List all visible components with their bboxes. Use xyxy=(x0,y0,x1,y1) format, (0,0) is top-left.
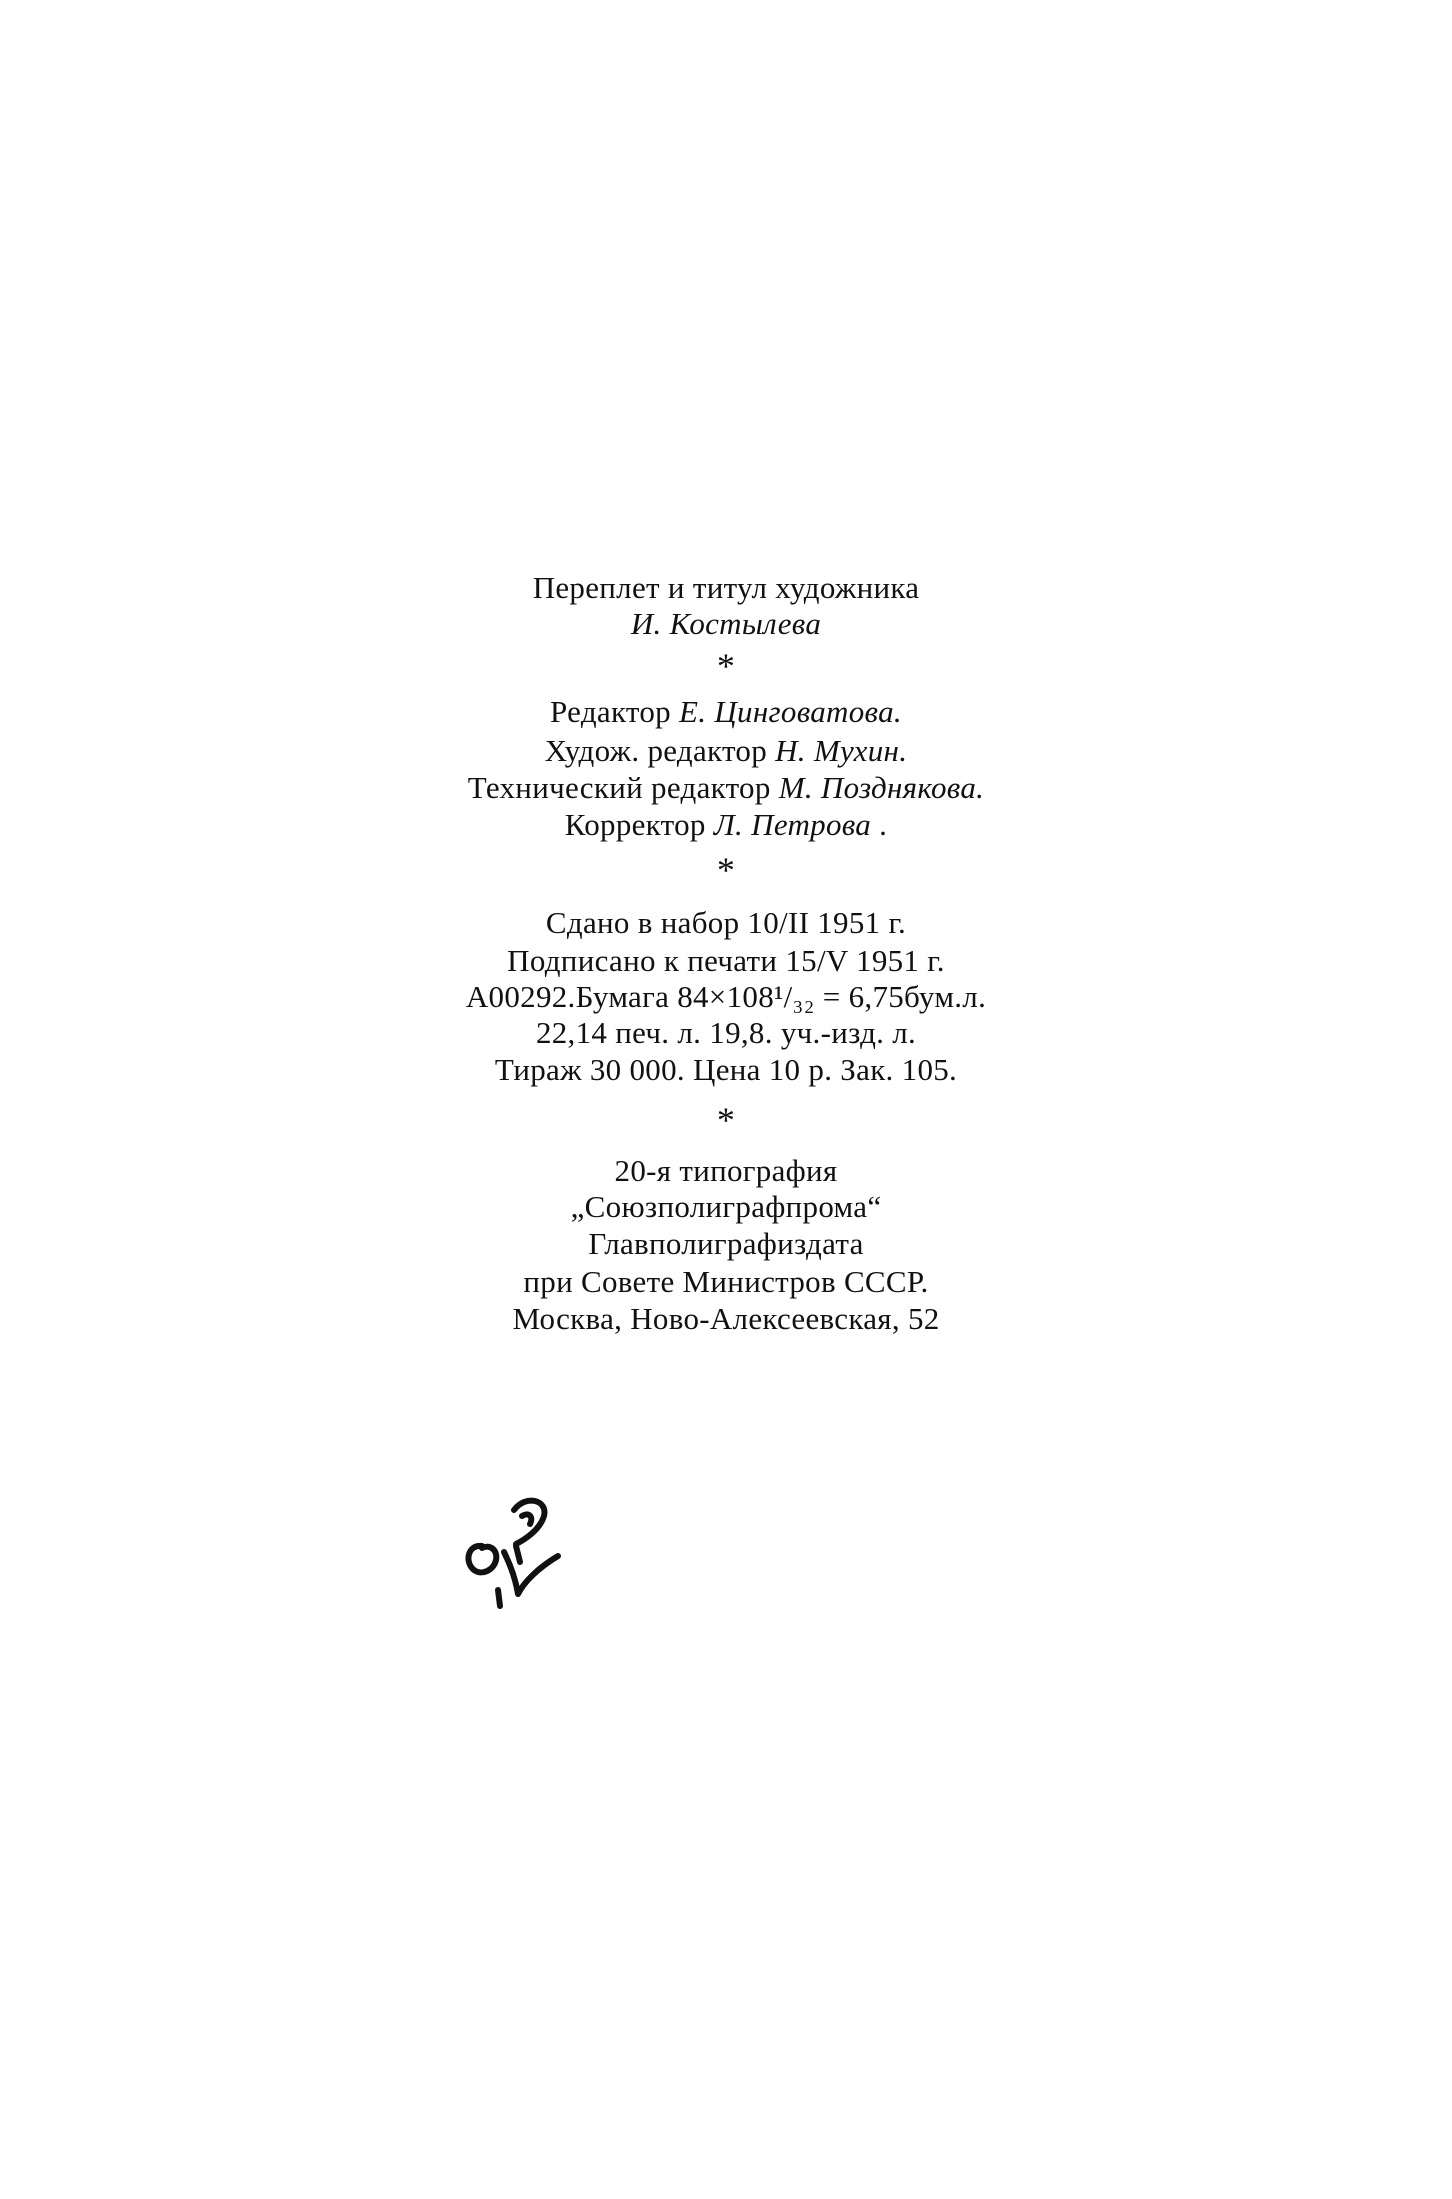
separator-asterisk: * xyxy=(716,1100,736,1140)
proofreader-name: Л. Петрова xyxy=(713,807,872,842)
printer-council: при Совете Министров СССР. xyxy=(523,1264,929,1299)
tech-editor-label: Технический редактор xyxy=(467,770,771,805)
printer-trust: „Союзполиграфпрома“ xyxy=(570,1189,882,1224)
art-editor-credit xyxy=(0,731,1452,771)
print-run: Тираж 30 000. Цена 10 р. Зак. 105. xyxy=(494,1052,958,1087)
sheet-count: 22,14 печ. л. 19,8. уч.-изд. л. xyxy=(535,1015,917,1050)
printer-address: Москва, Ново-Алексеевская, 52 xyxy=(512,1301,940,1336)
binding-credit: Переплет и титул художника xyxy=(532,570,920,605)
paper-format: А00292.Бумага 84×108¹/₃₂ = 6,75бум.л. xyxy=(465,979,987,1014)
editor-name: Е. Цинговатова. xyxy=(679,694,902,729)
tech-editor-name: М. Позднякова. xyxy=(778,770,985,805)
printer-ministry: Главполиграфиздата xyxy=(588,1226,864,1261)
printer-name: 20-я типография xyxy=(614,1153,838,1188)
separator-asterisk: * xyxy=(716,850,736,890)
signed-date: Подписано к печати 15/V 1951 г. xyxy=(507,943,945,978)
art-editor-name: Н. Мухин. xyxy=(775,733,908,768)
proofreader-tail: . xyxy=(871,807,888,842)
tech-editor-credit xyxy=(0,768,1452,808)
editor-label: Редактор xyxy=(550,694,671,729)
typeset-date: Сдано в набор 10/II 1951 г. xyxy=(545,905,907,940)
art-editor-label: Худож. редактор xyxy=(544,733,768,768)
proofreader-label: Корректор xyxy=(564,807,706,842)
binding-artist: И. Костылева xyxy=(630,606,822,641)
editor-credit xyxy=(0,692,1452,732)
handwritten-mark xyxy=(460,1482,590,1612)
proofreader-credit xyxy=(0,805,1452,845)
separator-asterisk: * xyxy=(716,646,736,686)
